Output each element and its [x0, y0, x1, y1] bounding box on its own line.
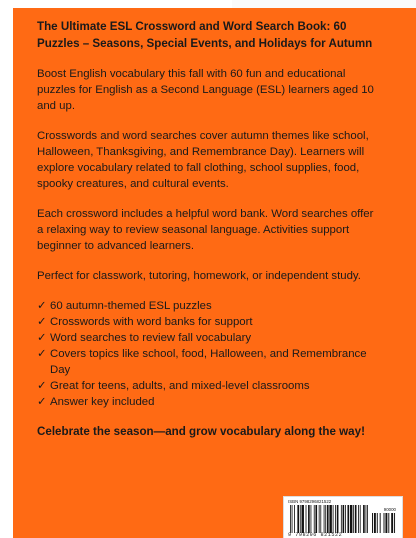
barcode-bar — [343, 505, 345, 533]
barcode-bar — [355, 505, 357, 533]
description-paragraph-2: Crosswords and word searches cover autumn themes like school, Halloween, Thanksgiving, and Remembrance Day). Learners will explore vocabulary related to fall clothing, school supplies, food, spooky creatures, and cultural events. — [37, 130, 369, 190]
feature-text: 60 autumn-themed ESL puzzles — [50, 300, 212, 312]
barcode-box — [283, 496, 403, 538]
cover-content — [37, 18, 381, 440]
barcode-bar — [300, 505, 301, 533]
barcode-bar — [325, 505, 326, 533]
barcode-bar — [394, 513, 395, 533]
feature-text: Crosswords with word banks for support — [50, 316, 253, 328]
barcode-bar — [319, 505, 320, 533]
feature-text: Great for teens, adults, and mixed-level classrooms — [50, 380, 310, 392]
barcode-bar — [388, 513, 389, 533]
barcode-bar — [345, 505, 346, 533]
barcode-bar — [384, 513, 385, 533]
barcode-addon-bars — [372, 513, 396, 533]
back-cover — [13, 8, 416, 538]
barcode-bar — [297, 505, 299, 533]
feature-list — [37, 298, 381, 410]
barcode-bar — [363, 505, 365, 533]
barcode-bar — [347, 505, 349, 533]
barcode-bars — [290, 505, 368, 533]
barcode-bar — [290, 505, 291, 533]
feature-text: Covers topics like school, food, Halloween, and Remembrance Day — [50, 348, 367, 376]
description-paragraph-1: Boost English vocabulary this fall with 60 fun and educational puzzles for English as a Second Language (ESL) learners aged 10 and up. — [37, 68, 374, 112]
barcode-bar — [377, 513, 378, 533]
barcode-bar — [329, 505, 331, 533]
feature-text: Answer key included — [50, 396, 155, 408]
barcode-bar — [324, 505, 325, 533]
barcode-bar — [360, 505, 361, 533]
feature-item — [37, 298, 381, 314]
check-icon: ✓ — [37, 380, 47, 392]
description-paragraph-4: Perfect for classwork, tutoring, homework, or independent study. — [37, 270, 361, 282]
check-icon: ✓ — [37, 396, 47, 408]
feature-item — [37, 346, 381, 378]
closing-tagline: Celebrate the season—and grow vocabulary along the way! — [37, 425, 365, 438]
barcode-bar — [372, 513, 373, 533]
feature-item — [37, 378, 381, 394]
feature-item — [37, 314, 381, 330]
book-title: The Ultimate ESL Crossword and Word Search Book: 60 Puzzles – Seasons, Special Events, and Holidays for Autumn — [37, 20, 373, 50]
top-spine — [232, 0, 416, 8]
feature-text: Word searches to review fall vocabulary — [50, 332, 252, 344]
barcode-bar — [385, 513, 387, 533]
barcode-bar — [341, 505, 342, 533]
description-paragraph-3: Each crossword includes a helpful word bank. Word searches offer a relaxing way to review seasonal language. Activities support beginner to advanced learners. — [37, 208, 374, 252]
barcode-bar — [314, 505, 315, 533]
barcode-bar — [320, 505, 321, 533]
barcode-bar — [353, 505, 354, 533]
check-icon: ✓ — [37, 300, 47, 312]
check-icon: ✓ — [37, 316, 47, 328]
barcode-bar — [306, 505, 307, 533]
barcode-bar — [294, 505, 295, 533]
barcode-bar — [327, 505, 329, 533]
barcode-bar — [367, 505, 368, 533]
barcode-bar — [380, 513, 381, 533]
isbn-label: ISBN 9798296821522 — [288, 499, 332, 504]
barcode-bar — [315, 505, 317, 533]
barcode-bar — [335, 505, 336, 533]
barcode-bar — [350, 505, 352, 533]
barcode-bar — [301, 505, 303, 533]
price-code: 90000 — [383, 507, 396, 512]
check-icon: ✓ — [37, 332, 47, 344]
barcode-bar — [366, 505, 367, 533]
barcode-bar — [358, 505, 359, 533]
barcode-bar — [308, 505, 310, 533]
feature-item — [37, 330, 381, 346]
check-icon: ✓ — [37, 348, 47, 360]
barcode-digits: 9 798296 821522 — [288, 532, 343, 538]
barcode-bar — [292, 505, 293, 533]
barcode-bar — [391, 513, 393, 533]
barcode-bar — [311, 505, 312, 533]
barcode-bar — [374, 513, 376, 533]
barcode-bar — [333, 505, 334, 533]
barcode-bar — [337, 505, 339, 533]
feature-item — [37, 394, 381, 410]
